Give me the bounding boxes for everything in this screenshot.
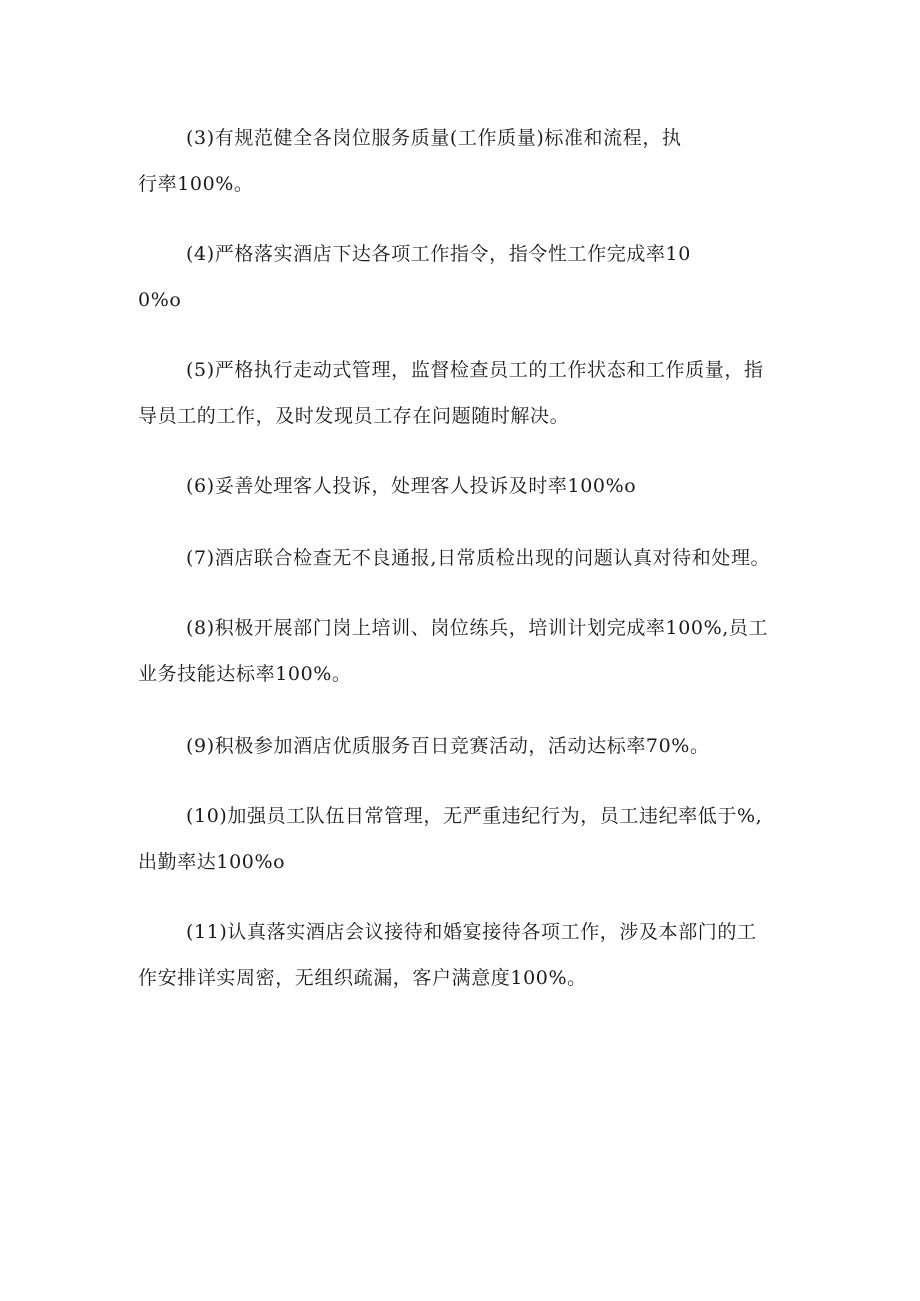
paragraph-5-line-1: (5)严格执行走动式管理，监督检查员工的工作状态和工作质量，指 xyxy=(186,359,764,381)
paragraph-8-line-2: 业务技能达标率100%。 xyxy=(138,663,352,685)
paragraph-11-line-1: (11)认真落实酒店会议接待和婚宴接待各项工作，涉及本部门的工 xyxy=(186,921,757,943)
paragraph-5-line-2: 导员工的工作，及时发现员工存在问题随时解决。 xyxy=(138,405,570,427)
paragraph-11-line-2: 作安排详实周密，无组织疏漏，客户满意度100%。 xyxy=(138,967,587,989)
paragraph-4-line-2: 0%o xyxy=(138,289,182,311)
paragraph-3-line-1: (3)有规范健全各岗位服务质量(工作质量)标准和流程，执 xyxy=(186,127,682,149)
paragraph-6-line-1: (6)妥善处理客人投诉，处理客人投诉及时率100%o xyxy=(186,475,637,497)
paragraph-4-line-1: (4)严格落实酒店下达各项工作指令，指令性工作完成率10 xyxy=(186,243,691,265)
paragraph-10-line-2: 出勤率达100%o xyxy=(138,851,286,873)
paragraph-7-line-1: (7)酒店联合检查无不良通报,日常质检出现的问题认真对待和处理。 xyxy=(186,547,771,569)
paragraph-3-line-2: 行率100%。 xyxy=(138,173,254,195)
paragraph-8-line-1: (8)积极开展部门岗上培训、岗位练兵，培训计划完成率100%,员工 xyxy=(186,617,769,639)
paragraph-10-line-1: (10)加强员工队伍日常管理，无严重违纪行为，员工违纪率低于%, xyxy=(186,805,763,827)
paragraph-9-line-1: (9)积极参加酒店优质服务百日竞赛活动，活动达标率70%。 xyxy=(186,735,710,757)
